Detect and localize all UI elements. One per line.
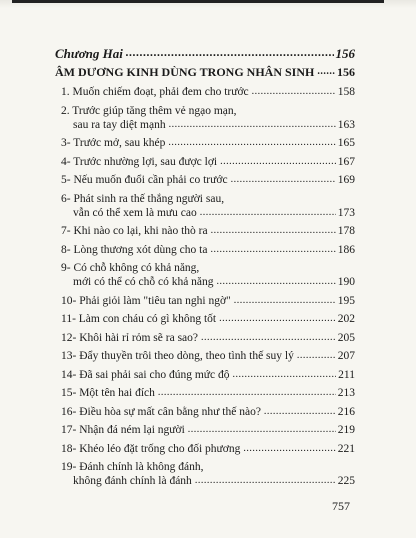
toc-entry-page: 216 xyxy=(337,405,355,418)
toc-entry-title: không đánh chính là đánh xyxy=(73,475,192,487)
toc-entry xyxy=(55,442,355,457)
leader-dots xyxy=(195,475,336,487)
toc-entry xyxy=(55,460,355,489)
toc-entry-title-line: 9- Có chỗ không có khả năng, xyxy=(61,262,200,274)
toc-entry-title: 4- Trước nhường lợi, sau được lợi xyxy=(61,155,218,168)
toc-entry-title: 15- Một tên hai đích xyxy=(61,387,155,399)
page-number: 757 xyxy=(332,499,350,513)
leader-dots xyxy=(243,443,335,455)
toc-entry-list xyxy=(55,85,355,489)
leader-dots xyxy=(126,46,334,59)
leader-dots xyxy=(252,86,336,98)
toc-entry-page: 186 xyxy=(337,243,355,256)
toc-entry-page: 219 xyxy=(337,424,355,436)
toc-entry-page: 195 xyxy=(337,294,355,307)
leader-dots xyxy=(317,66,335,78)
toc-entry-page: 163 xyxy=(337,118,355,131)
toc-entry xyxy=(55,386,355,401)
leader-dots xyxy=(220,156,336,168)
toc-entry-title-line: 19- Đánh chính là không đánh, xyxy=(61,461,204,473)
toc-entry xyxy=(55,155,355,170)
leader-dots xyxy=(217,276,336,288)
chapter-page: 156 xyxy=(335,46,355,61)
toc-entry-page: 213 xyxy=(337,387,355,399)
toc-entry xyxy=(55,173,355,188)
toc-entry-page: 207 xyxy=(337,350,355,362)
toc-entry-title: 13- Đẩy thuyền trôi theo dòng, theo tình thế suy lý xyxy=(61,350,294,362)
leader-dots xyxy=(188,424,336,436)
toc-entry-page: 205 xyxy=(337,331,355,344)
toc-entry xyxy=(55,243,355,258)
toc-entry-title: 7- Khi nào co lại, khi nào thò ra xyxy=(61,225,208,237)
leader-dots xyxy=(168,137,335,149)
toc-entry xyxy=(55,85,355,100)
section-page: 156 xyxy=(337,65,355,79)
leader-dots xyxy=(264,406,336,418)
toc-entry-title: 12- Khôi hài rỉ rỏm sẽ ra sao? xyxy=(61,331,199,344)
leader-dots xyxy=(234,295,336,307)
toc-entry-page: 190 xyxy=(337,276,355,288)
toc-entry-page: 202 xyxy=(337,313,355,325)
toc-entry-page: 225 xyxy=(337,475,355,487)
toc-entry-title: 1. Muốn chiếm đoạt, phải đem cho trước xyxy=(61,86,249,98)
toc-entry xyxy=(55,312,355,327)
leader-dots xyxy=(210,244,335,256)
toc-entry-title: 14- Đã sai phải sai cho đúng mức độ xyxy=(61,368,230,381)
toc-entry-page: 169 xyxy=(337,174,355,186)
toc-entry-page: 167 xyxy=(337,155,355,168)
toc-entry xyxy=(55,405,355,420)
toc-entry xyxy=(55,294,355,309)
toc-entry-page: 165 xyxy=(337,137,355,149)
toc-entry xyxy=(55,331,355,346)
toc-entry-title-line: 2. Trước giúp tăng thêm vẻ ngạo mạn, xyxy=(61,104,237,117)
toc-entry xyxy=(55,136,355,151)
toc-entry xyxy=(55,423,355,438)
toc-entry-title: mới có thể có chỗ có khả năng xyxy=(73,276,214,288)
chapter-title: Chương Hai xyxy=(55,46,123,61)
leader-dots xyxy=(297,350,336,362)
leader-dots xyxy=(219,313,336,325)
section-heading xyxy=(55,65,355,80)
toc-entry-page: 211 xyxy=(338,368,355,381)
toc-entry xyxy=(55,104,355,133)
toc-entry-title: vẫn có thể xem là mưu cao xyxy=(73,206,197,219)
leader-dots xyxy=(158,387,336,399)
toc-entry xyxy=(55,368,355,383)
leader-dots xyxy=(169,119,336,131)
toc-entry-page: 158 xyxy=(337,86,355,98)
toc-entry-page: 178 xyxy=(337,225,355,237)
chapter-heading xyxy=(55,46,355,61)
section-title: ÂM DƯƠNG KINH DÙNG TRONG NHÂN SINH xyxy=(55,65,315,79)
table-of-contents xyxy=(55,46,355,493)
toc-entry-title: 18- Khéo léo đặt trống cho đối phương xyxy=(61,442,241,455)
toc-entry-title: 17- Nhận đá ném lại người xyxy=(61,424,185,436)
toc-entry xyxy=(55,224,355,239)
toc-entry-title: 3- Trước mở, sau khép xyxy=(61,137,166,149)
toc-entry-title: 16- Điều hòa sự mất cân bằng như thế nào? xyxy=(61,405,261,418)
toc-entry-title: 11- Làm con cháu có gì không tốt xyxy=(61,313,217,325)
leader-dots xyxy=(200,207,336,219)
toc-entry-title: 8- Lòng thương xót dùng cho ta xyxy=(61,243,208,256)
leader-dots xyxy=(232,369,336,381)
toc-entry xyxy=(55,192,355,221)
leader-dots xyxy=(201,332,336,344)
toc-entry-title-line: 6- Phát sinh ra thế thắng người sau, xyxy=(61,192,225,205)
toc-entry-title: 5- Nếu muốn đuổi cần phải co trước xyxy=(61,174,228,186)
toc-entry xyxy=(55,349,355,364)
toc-entry-page: 221 xyxy=(337,442,355,455)
leader-dots xyxy=(211,225,336,237)
toc-entry-title: sau ra tay diệt mạnh xyxy=(73,118,166,131)
toc-entry-page: 173 xyxy=(337,206,355,219)
leader-dots xyxy=(231,174,336,186)
toc-entry-title: 10- Phải giỏi làm "tiêu tan nghi ngờ" xyxy=(61,294,231,307)
scan-edge-line xyxy=(12,0,384,3)
toc-entry xyxy=(55,261,355,290)
